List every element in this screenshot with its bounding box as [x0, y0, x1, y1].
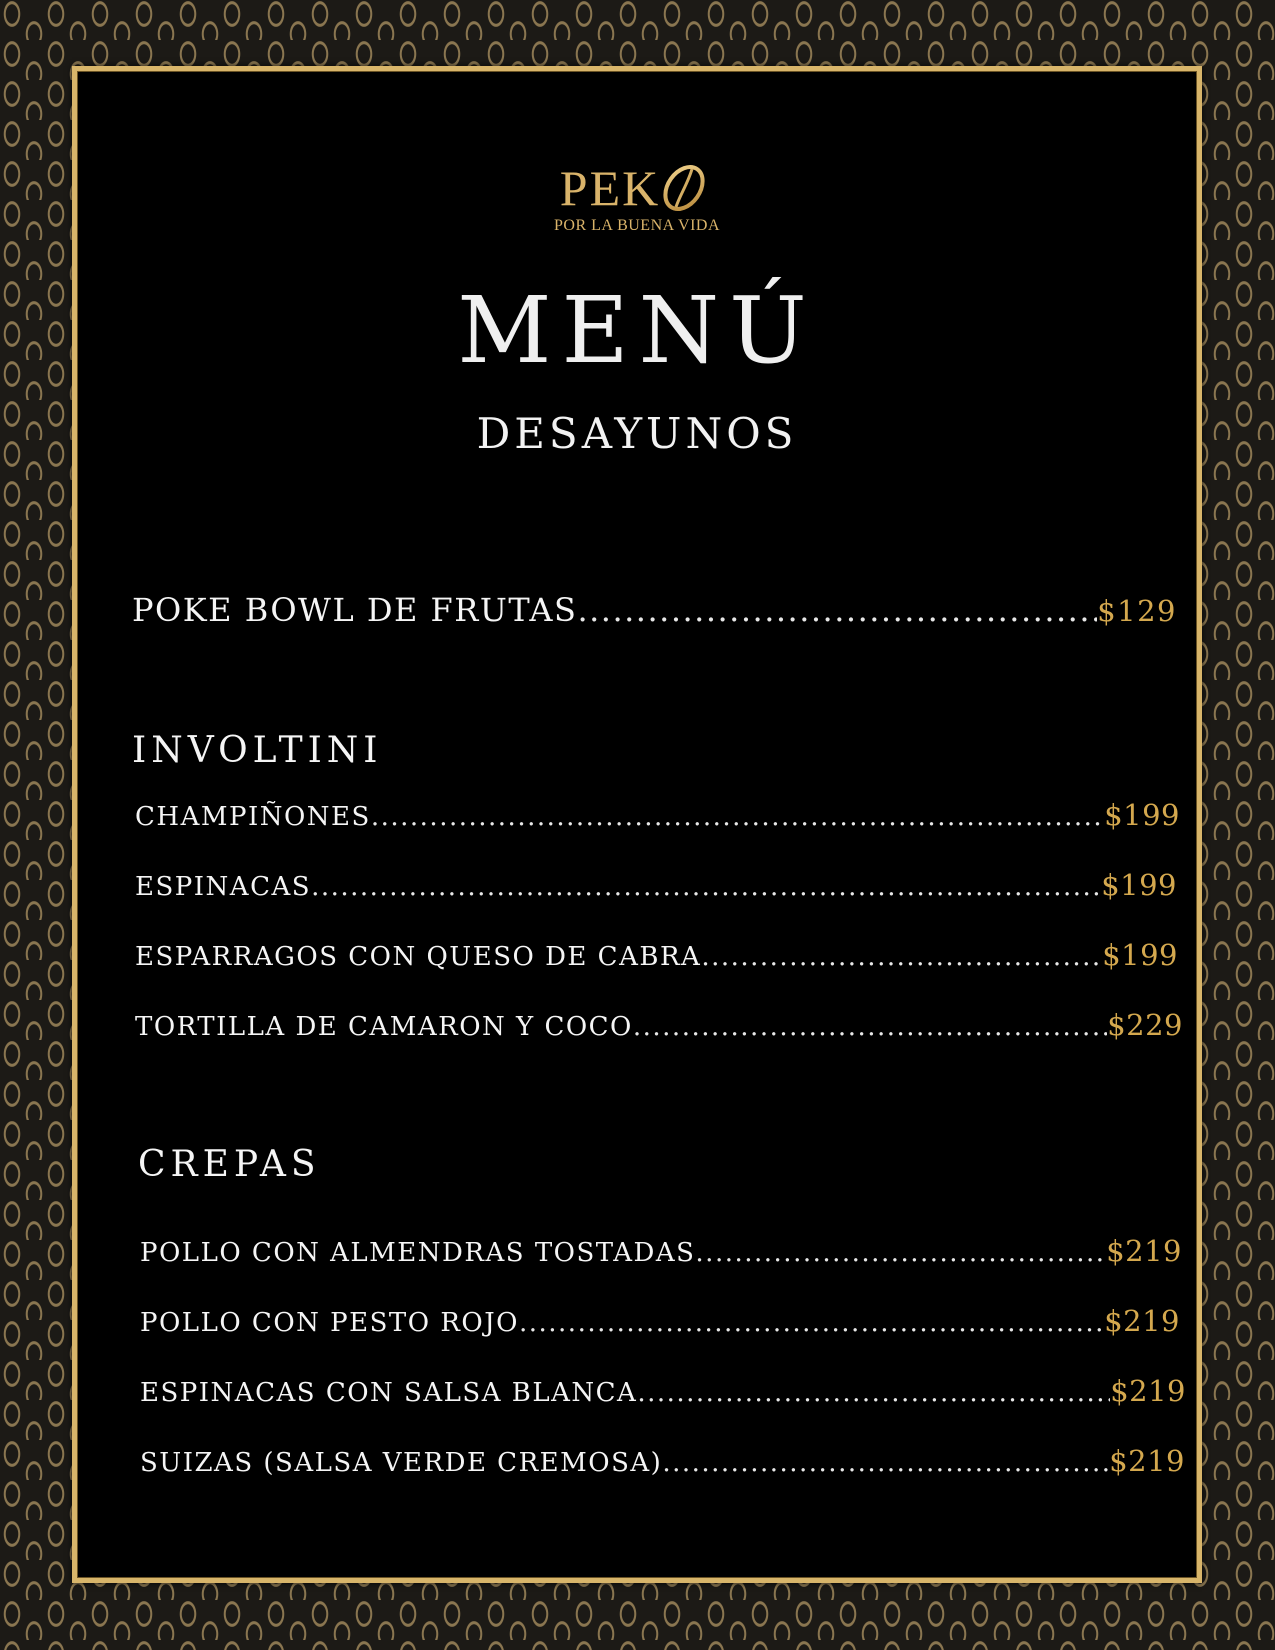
dot-leader [701, 942, 1102, 972]
item-price: $199 [1104, 798, 1180, 832]
item-price: $229 [1107, 1008, 1183, 1042]
item-price: $219 [1110, 1374, 1186, 1408]
dot-leader [577, 591, 1097, 629]
menu-panel [72, 66, 1202, 1583]
dot-leader [695, 1238, 1106, 1268]
brand-logo [77, 161, 1197, 235]
menu-item [140, 1234, 1182, 1268]
item-name: ESPARRAGOS CON QUESO DE CABRA [135, 942, 702, 972]
item-name: POLLO CON PESTO ROJO [140, 1308, 519, 1338]
coffee-bean-icon [654, 161, 714, 215]
item-price: $219 [1104, 1304, 1180, 1338]
item-name: CHAMPIÑONES [135, 802, 371, 832]
dot-leader [311, 872, 1101, 902]
item-name: TORTILLA DE CAMARON Y COCO [135, 1012, 633, 1042]
menu-item [135, 1008, 1183, 1042]
menu-item [135, 798, 1180, 832]
dot-leader [637, 1378, 1110, 1408]
item-name: POLLO CON ALMENDRAS TOSTADAS [140, 1238, 696, 1268]
item-price: $219 [1109, 1444, 1185, 1478]
menu-subtitle: DESAYUNOS [476, 409, 798, 458]
section-heading-involtini: INVOLTINI [132, 730, 383, 771]
item-name: ESPINACAS CON SALSA BLANCA [140, 1378, 638, 1408]
menu-title: MENÚ [457, 277, 817, 384]
item-price: $129 [1097, 594, 1177, 628]
brand-name: PEK [559, 160, 661, 216]
dot-leader [371, 802, 1104, 832]
dot-leader [633, 1012, 1107, 1042]
item-price: $199 [1102, 938, 1178, 972]
featured-item [132, 591, 1177, 629]
item-price: $219 [1106, 1234, 1182, 1268]
section-heading-crepas: CREPAS [138, 1144, 321, 1185]
menu-item [140, 1304, 1180, 1338]
menu-item [140, 1444, 1185, 1478]
item-name: SUIZAS (SALSA VERDE CREMOSA) [140, 1448, 663, 1478]
menu-item [140, 1374, 1186, 1408]
menu-item [135, 868, 1177, 902]
menu-item [135, 938, 1178, 972]
dot-leader [519, 1308, 1104, 1338]
dot-leader [662, 1448, 1109, 1478]
brand-tagline: POR LA BUENA VIDA [554, 217, 720, 234]
item-name: ESPINACAS [135, 872, 312, 902]
item-price: $199 [1101, 868, 1177, 902]
item-name: POKE BOWL DE FRUTAS [132, 591, 578, 629]
